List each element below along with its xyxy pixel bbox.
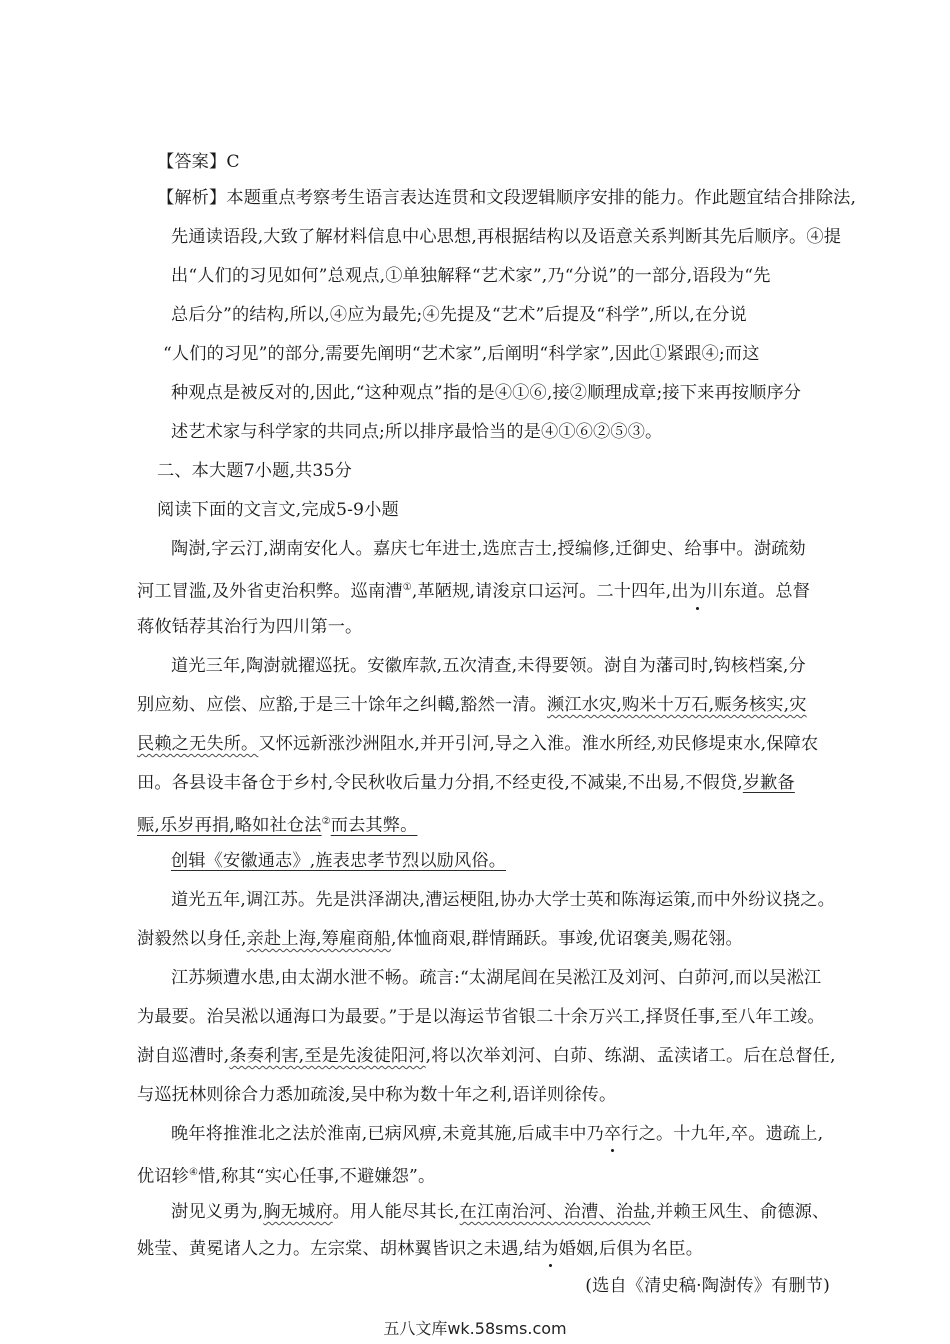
wavy-underlined-text: 条奏利害,至是先浚徒阳河 xyxy=(229,1046,426,1066)
p2-line-4: 田。各县设丰备仓于乡村,令民秋收后量力分捐,不经吏役,不减粜,不出易,不假贷,岁歉备 xyxy=(137,773,795,793)
p3-line-1: 道光五年,调江苏。先是洪泽湖决,漕运梗阻,协办大学士英和陈海运策,而中外纷议挠之。 xyxy=(171,890,835,910)
p4-line-3: 澍自巡漕时,条奏利害,至是先浚徒阳河,将以次举刘河、白茆、练湖、孟渎诸工。后在总督任, xyxy=(137,1046,836,1066)
footnote-marker: ② xyxy=(321,816,331,827)
p6-line-1: 澍见义勇为,胸无城府。用人能尽其长,在江南治河、治漕、治盐,并赖王风生、俞德源、 xyxy=(171,1202,830,1222)
analysis-line-2: 先通读语段,大致了解材料信息中心思想,再根据结构以及语意关系判断其先后顺序。④提 xyxy=(171,227,842,247)
p2-line-3: 民赖之无失所。又怀远新涨沙洲阻水,并开引河,导之入淮。淮水所经,劝民修堤束水,保障农 xyxy=(137,734,819,754)
wavy-underlined-text: 民赖之无失所。 xyxy=(137,734,259,754)
p2-line-6 xyxy=(171,849,506,873)
section-heading: 二、本大题7小题,共35分 xyxy=(157,461,352,481)
analysis-line-6: 种观点是被反对的,因此,“这种观点”指的是④①⑥,接②顺理成章;接下来再按顺序分 xyxy=(171,383,802,403)
source-citation: (选自《清史稿·陶澍传》有删节) xyxy=(585,1276,830,1296)
p1-line-3: 蒋攸铦荐其治行为四川第一。 xyxy=(137,617,363,637)
analysis-line-5: “人们的习见”的部分,需要先阐明“艺术家”,后阐明“科学家”,因此①紧跟④;而这 xyxy=(163,344,760,364)
p3-line-2: 澍毅然以身任,亲赴上海,筹雇商船,体恤商艰,群情踊跃。事竣,优诏褒美,赐花翎。 xyxy=(137,929,743,949)
p2-line-5 xyxy=(137,810,417,838)
answer-value: C xyxy=(226,152,240,172)
emphasis-dot-char: 为 xyxy=(541,1239,559,1259)
wavy-underlined-text: 亲赴上海,筹雇商船 xyxy=(246,929,391,949)
footer-site-text: 五八文库wk.58sms.com xyxy=(383,1319,567,1338)
analysis-line-3: 出“人们的习见如何”总观点,①单独解释“艺术家”,乃“分说”的一部分,语段为“先 xyxy=(171,266,771,286)
instruction: 阅读下面的文言文,完成5-9小题 xyxy=(157,500,399,520)
emphasis-dot-char: 卒 xyxy=(603,1124,622,1144)
analysis-line-7: 述艺术家与科学家的共同点;所以排序最恰当的是④①⑥②⑤③。 xyxy=(171,422,663,442)
answer-line xyxy=(157,150,240,174)
p2-line-1: 道光三年,陶澍就擢巡抚。安徽库款,五次清查,未得要领。澍自为藩司时,钩核档案,分 xyxy=(171,656,806,676)
p5-line-2: 优诏轸④惜,称其“实心任事,不避嫌怨”。 xyxy=(137,1166,436,1187)
underlined-text: 岁歉备 xyxy=(742,773,795,793)
analysis-text: 本题重点考察考生语言表达连贯和文段逻辑顺序安排的能力。作此题宜结合排除法, xyxy=(226,188,857,208)
p4-line-4: 与巡抚林则徐合力悉加疏浚,吴中称为数十年之利,语详则徐传。 xyxy=(137,1085,617,1105)
emphasis-dot-char: 为 xyxy=(688,581,707,602)
footnote-marker: ④ xyxy=(189,1167,199,1178)
p5-line-1: 晚年将推淮北之法於淮南,已病风痹,未竟其施,后咸丰中乃卒行之。十九年,卒。遗疏上, xyxy=(171,1124,824,1144)
p1-line-2: 河工冒滥,及外省吏治积弊。巡南漕①,革陋规,请浚京口运河。二十四年,出为川东道。总督 xyxy=(137,581,811,602)
analysis-line-1 xyxy=(157,186,856,210)
p1-line-1: 陶澍,字云汀,湖南安化人。嘉庆七年进士,选庶吉士,授编修,迁御史、给事中。澍疏劾 xyxy=(171,539,806,559)
analysis-line-4: 总后分”的结构,所以,④应为最先;④先提及“艺术”后提及“科学”,所以,在分说 xyxy=(171,305,747,325)
wavy-underlined-text: 濒江水灾,购米十万石,赈务核实,灾 xyxy=(547,695,807,715)
p6-line-2: 姚莹、黄冕诸人之力。左宗棠、胡林翼皆识之未遇,结为婚姻,后俱为名臣。 xyxy=(137,1239,704,1259)
wavy-underlined-text: 在江南治河、治漕、治盐 xyxy=(459,1202,651,1222)
analysis-label: 【解析】 xyxy=(157,188,227,208)
footnote-marker: ① xyxy=(402,582,412,593)
p2-line-2: 别应劾、应偿、应豁,于是三十馀年之纠轕,豁然一清。濒江水灾,购米十万石,赈务核实,灾 xyxy=(137,695,807,715)
underlined-text: 而去其弊。 xyxy=(330,815,418,836)
p4-line-1: 江苏频遭水患,由太湖水泄不畅。疏言:“太湖尾闾在吴淞江及刘河、白茆河,而以吴淞江 xyxy=(171,968,822,988)
p4-line-2: 为最要。治吴淞以通海口为最要。”于是以海运节省银二十余万兴工,择贤任事,至八年工竣。 xyxy=(137,1007,825,1027)
underlined-text: 创辑《安徽通志》,旌表忠孝节烈以励风俗。 xyxy=(171,851,507,871)
underlined-text: 赈,乐岁再捐,略如社仓法 xyxy=(137,815,322,836)
wavy-underlined-text: 胸无城府 xyxy=(263,1202,333,1222)
answer-label: 【答案】 xyxy=(157,152,227,172)
